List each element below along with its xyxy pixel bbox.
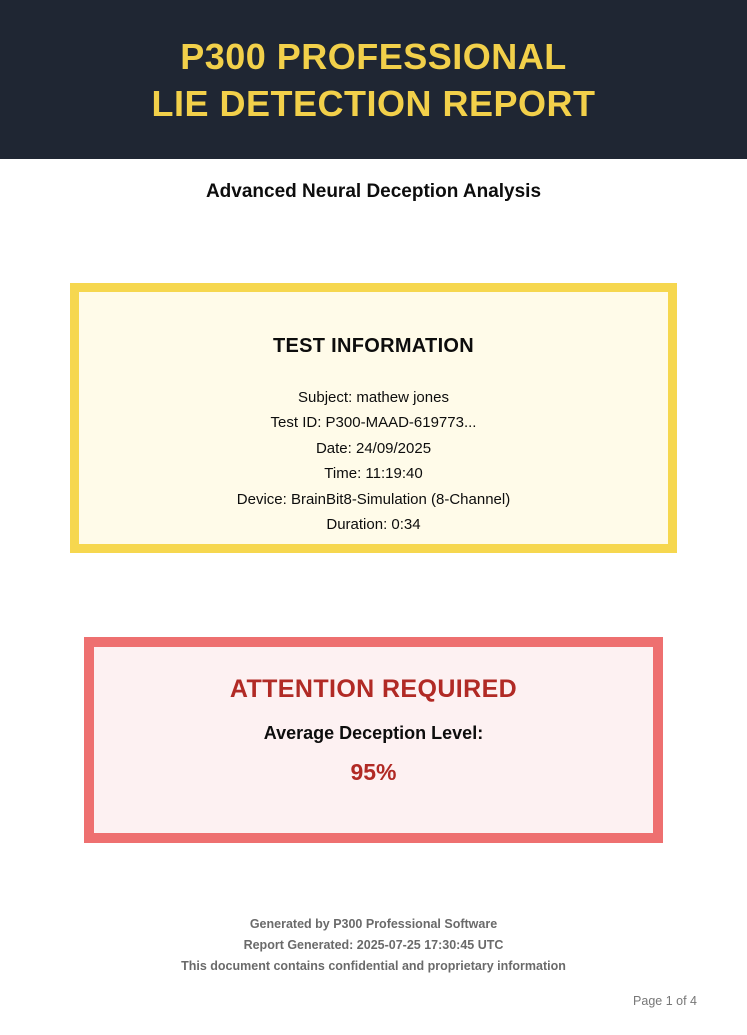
deception-level-value: 95% bbox=[350, 759, 397, 785]
device-line: Device: BrainBit8-Simulation (8-Channel) bbox=[236, 490, 511, 508]
report-title-line2: LIE DETECTION REPORT bbox=[151, 82, 596, 124]
date-line: Date: 24/09/2025 bbox=[315, 439, 432, 457]
test-information-box bbox=[70, 283, 677, 553]
report-title-line1: P300 PROFESSIONAL bbox=[180, 35, 567, 77]
test-information-heading: TEST INFORMATION bbox=[272, 335, 475, 357]
time-line: Time: 11:19:40 bbox=[324, 465, 423, 483]
report-header bbox=[0, 0, 747, 159]
confidential-line: This document contains confidential and proprietary information bbox=[181, 959, 566, 973]
subject-line: Subject: mathew jones bbox=[298, 389, 449, 406]
report-generated-line: Report Generated: 2025-07-25 17:30:45 UTC bbox=[243, 938, 504, 952]
generated-by-line: Generated by P300 Professional Software bbox=[249, 917, 498, 931]
attention-required-box bbox=[84, 637, 663, 843]
test-id-line: Test ID: P300-MAAD-619773... bbox=[270, 414, 477, 432]
duration-line: Duration: 0:34 bbox=[326, 516, 421, 534]
attention-required-heading: ATTENTION REQUIRED bbox=[229, 675, 518, 703]
report-title bbox=[151, 33, 595, 127]
page-indicator: Page 1 of 4 bbox=[633, 994, 697, 1008]
test-information-lines bbox=[79, 385, 668, 537]
deception-level-label: Average Deception Level: bbox=[263, 723, 484, 743]
report-subtitle: Advanced Neural Deception Analysis bbox=[205, 181, 542, 202]
document-footer bbox=[0, 914, 747, 977]
